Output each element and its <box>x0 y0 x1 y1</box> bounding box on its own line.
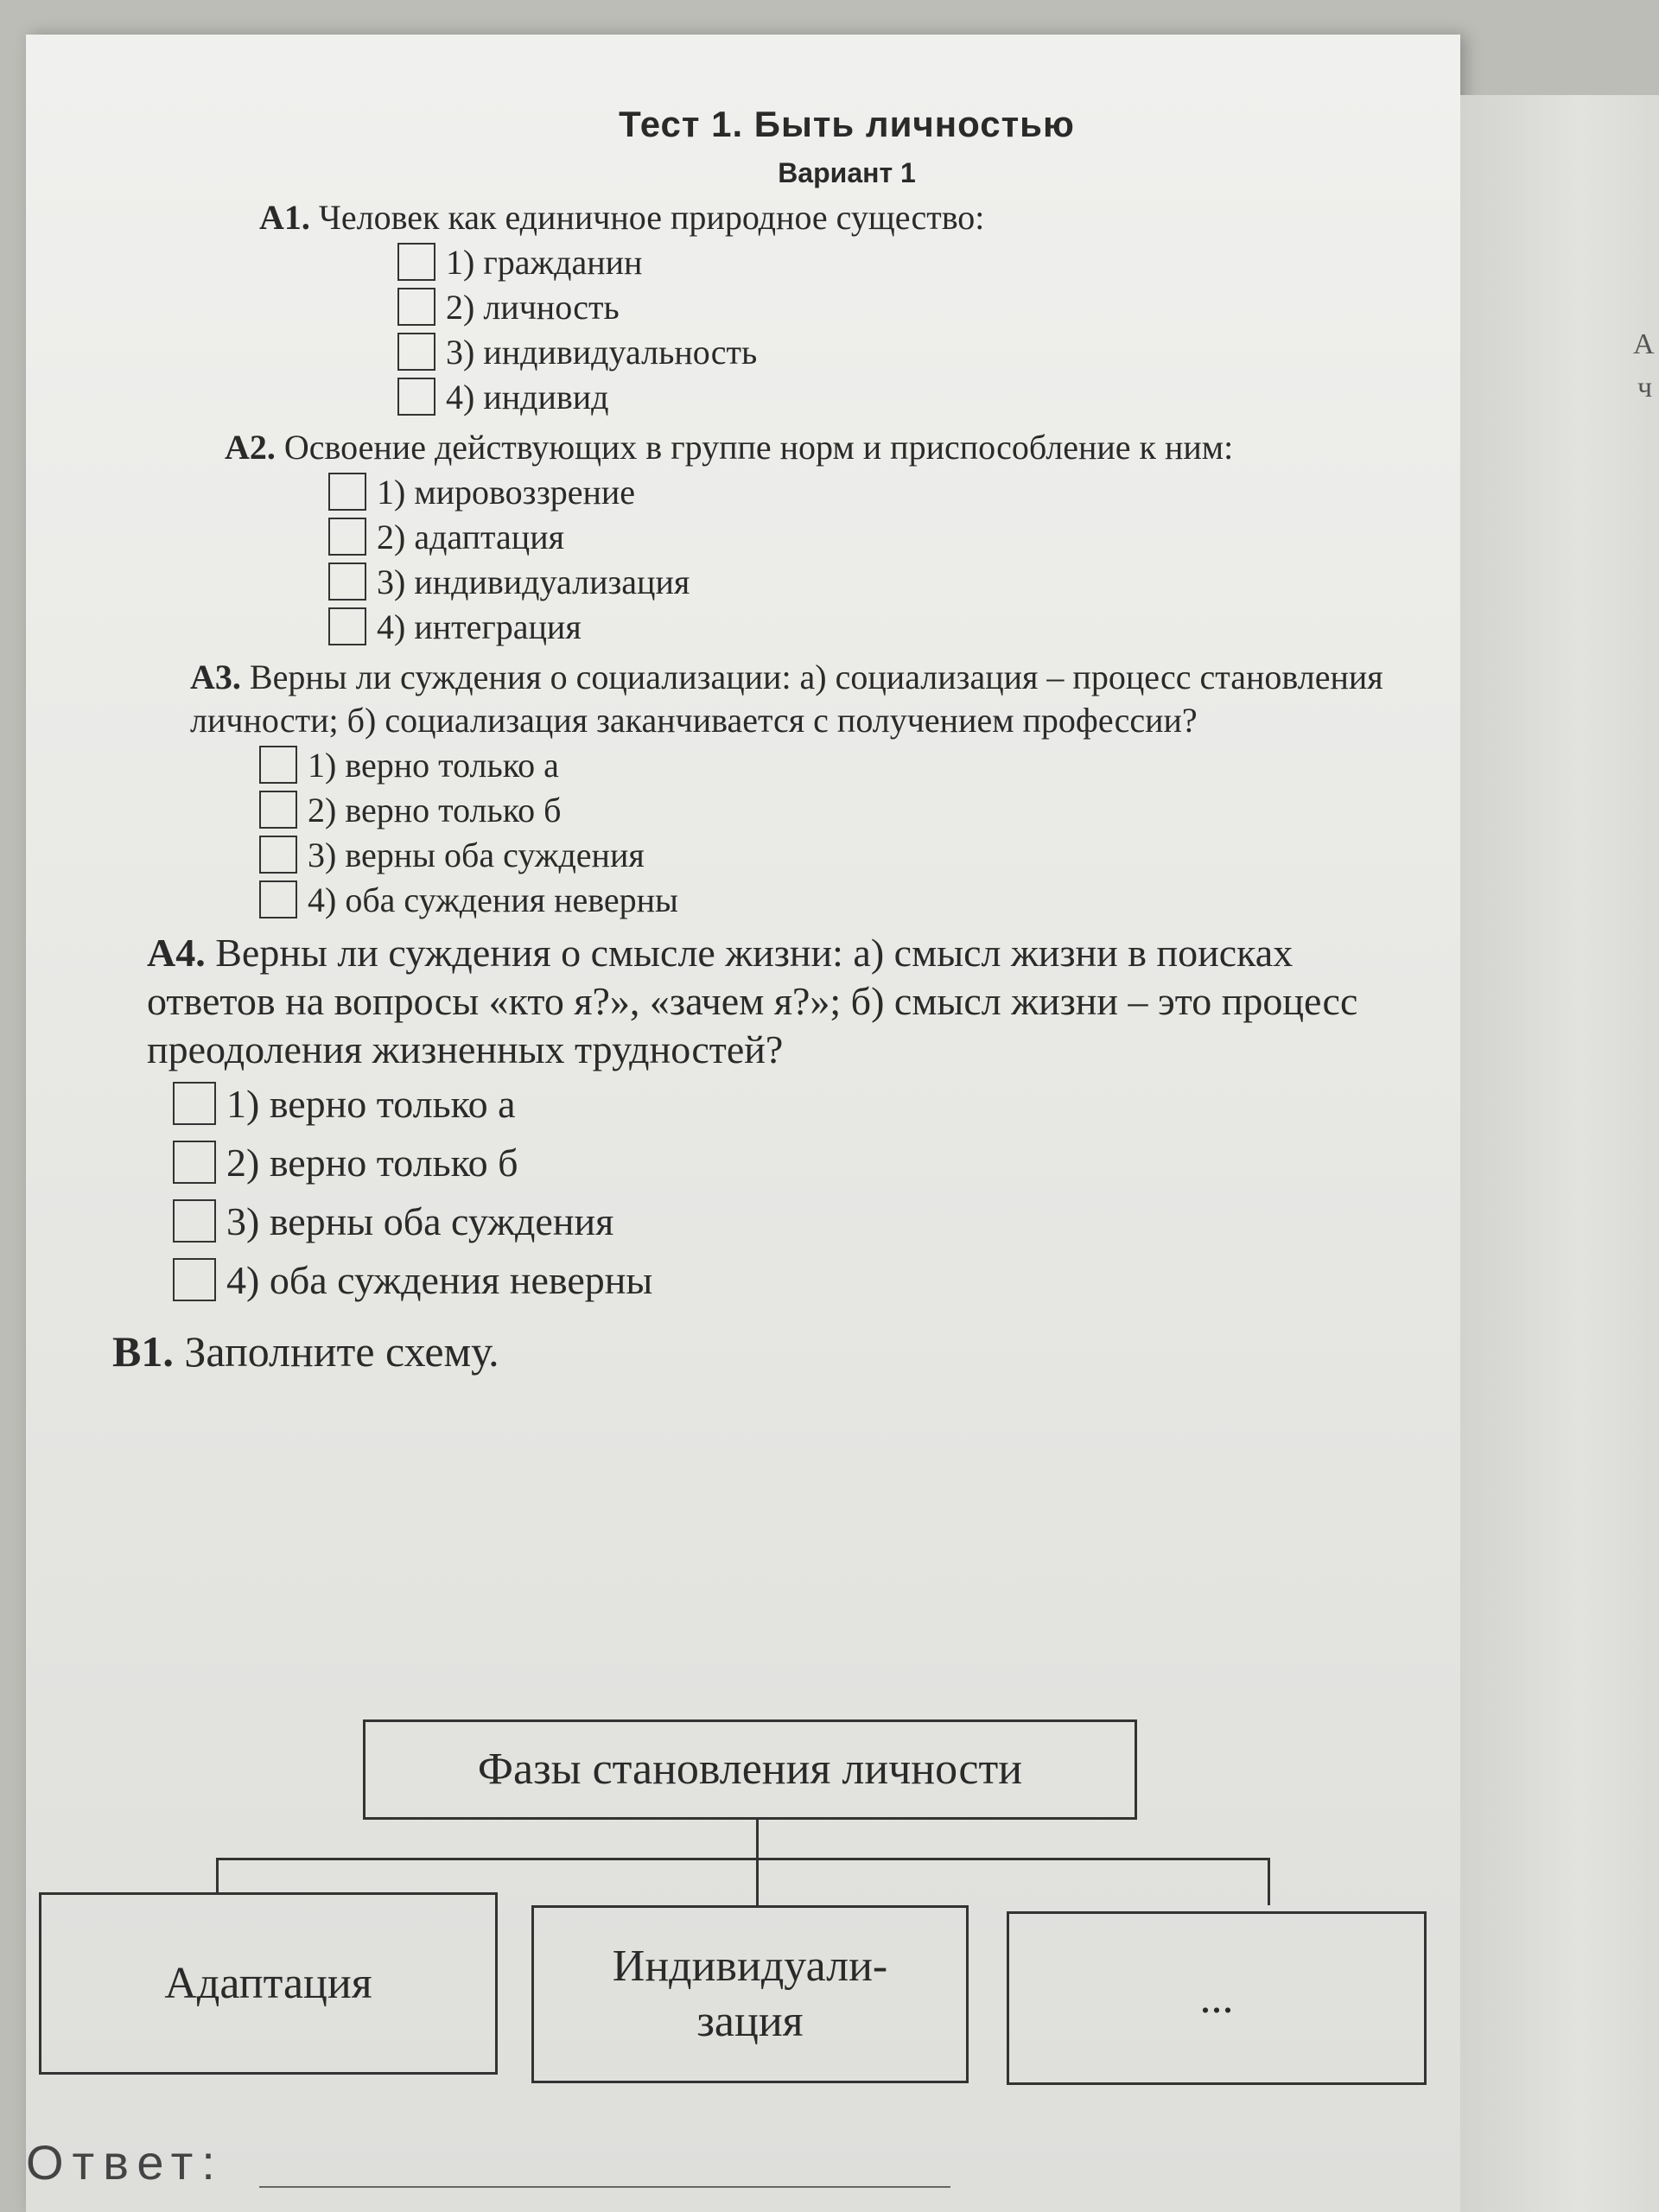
scheme-root-label: Фазы становления личности <box>477 1745 1023 1794</box>
answer-checkbox[interactable] <box>173 1141 216 1184</box>
option-label: 2) верно только б <box>308 790 562 830</box>
answer-option[interactable] <box>225 604 1408 649</box>
scheme-diagram <box>0 1685 1469 2169</box>
scheme-child-box <box>531 1905 969 2083</box>
task-number: В1. <box>112 1327 174 1376</box>
connector-line <box>756 1858 759 1905</box>
answer-option[interactable] <box>190 877 1408 922</box>
answer-option[interactable] <box>147 1192 1408 1250</box>
option-label: 4) индивид <box>446 377 609 416</box>
answer-checkbox[interactable] <box>328 518 366 556</box>
option-label: 4) оба суждения неверны <box>226 1257 653 1302</box>
question-text <box>259 196 1408 239</box>
connector-line <box>216 1858 219 1892</box>
scheme-child-box <box>39 1892 498 2075</box>
question-a4 <box>112 929 1408 1309</box>
answer-option[interactable] <box>259 239 1408 284</box>
option-label: 1) гражданин <box>446 242 643 282</box>
option-label: 1) мировоззрение <box>377 472 636 512</box>
answer-option[interactable] <box>259 329 1408 374</box>
option-label: 3) индивидуальность <box>446 332 758 372</box>
answer-checkbox[interactable] <box>173 1258 216 1301</box>
option-label: 1) верно только а <box>226 1081 516 1126</box>
answer-checkbox[interactable] <box>397 243 435 281</box>
answer-option[interactable] <box>225 559 1408 604</box>
answer-checkbox[interactable] <box>259 836 297 874</box>
answer-option[interactable] <box>190 742 1408 787</box>
answer-checkbox[interactable] <box>259 791 297 829</box>
answer-option[interactable] <box>190 787 1408 832</box>
answer-checkbox[interactable] <box>259 880 297 918</box>
answer-checkbox[interactable] <box>328 607 366 645</box>
answer-label: Ответ: <box>26 2135 224 2190</box>
question-number: А2. <box>225 428 276 467</box>
scheme-root-box <box>363 1719 1137 1820</box>
question-a1 <box>112 196 1408 419</box>
answer-checkbox[interactable] <box>328 473 366 511</box>
question-text <box>225 426 1408 469</box>
answer-checkbox[interactable] <box>397 288 435 326</box>
answer-option[interactable] <box>190 832 1408 877</box>
question-a3 <box>112 656 1408 922</box>
answer-checkbox[interactable] <box>259 746 297 784</box>
answer-checkbox[interactable] <box>173 1199 216 1243</box>
option-label: 3) верны оба суждения <box>226 1198 614 1243</box>
question-body: Освоение действующих в группе норм и приспособление к ним: <box>283 428 1234 467</box>
task-b1 <box>112 1326 1408 1376</box>
question-number: А4. <box>147 931 206 975</box>
option-label: 2) личность <box>446 287 620 327</box>
question-body: Верны ли суждения о смысле жизни: а) смысл жизни в поисках ответов на вопросы «кто я?», «зачем я?»; б) смысл жизни – это процесс преодоления жизненных трудностей? <box>147 931 1358 1071</box>
answer-option[interactable] <box>259 284 1408 329</box>
question-body: Верны ли суждения о социализации: а) социализация – процесс становления личности; б) социализация заканчивается с получением профессии? <box>190 658 1383 740</box>
option-label: 4) оба суждения неверны <box>308 880 678 919</box>
connector-line <box>216 1858 1270 1860</box>
option-label: 1) верно только а <box>308 745 559 785</box>
question-number: А3. <box>190 658 241 696</box>
connector-line <box>756 1817 759 1860</box>
edge-glyph: ч <box>1637 372 1653 404</box>
answer-checkbox[interactable] <box>173 1082 216 1125</box>
option-label: 2) адаптация <box>377 517 564 556</box>
option-label: 4) интеграция <box>377 607 582 646</box>
scheme-child-label: Индивидуали- зация <box>612 1942 888 2046</box>
answer-option[interactable] <box>259 374 1408 419</box>
scheme-child-label: ... <box>1199 1973 1234 2023</box>
scheme-child-label: Адаптация <box>164 1958 372 2008</box>
adjacent-page-edge <box>1460 95 1659 2212</box>
answer-checkbox[interactable] <box>397 333 435 371</box>
answer-checkbox[interactable] <box>328 563 366 601</box>
option-label: 3) верны оба суждения <box>308 835 645 874</box>
question-number: А1. <box>259 198 310 237</box>
connector-line <box>1268 1858 1270 1905</box>
answer-option[interactable] <box>147 1074 1408 1133</box>
worksheet-content <box>112 86 1408 1376</box>
answer-option[interactable] <box>225 469 1408 514</box>
task-text: Заполните схему. <box>184 1327 499 1376</box>
option-label: 2) верно только б <box>226 1140 518 1185</box>
variant-label: Вариант 1 <box>778 157 916 188</box>
edge-glyph: А <box>1633 328 1655 360</box>
scheme-child-box-empty[interactable] <box>1007 1911 1427 2085</box>
answer-line[interactable] <box>259 2186 950 2188</box>
question-text <box>190 656 1408 742</box>
answer-option[interactable] <box>225 514 1408 559</box>
question-body: Человек как единичное природное существо: <box>318 198 985 237</box>
test-title: Тест 1. Быть личностью <box>619 104 1075 144</box>
answer-option[interactable] <box>147 1133 1408 1192</box>
answer-checkbox[interactable] <box>397 378 435 416</box>
answer-option[interactable] <box>147 1250 1408 1309</box>
option-label: 3) индивидуализация <box>377 562 690 601</box>
question-a2 <box>112 426 1408 649</box>
question-text <box>147 929 1408 1074</box>
